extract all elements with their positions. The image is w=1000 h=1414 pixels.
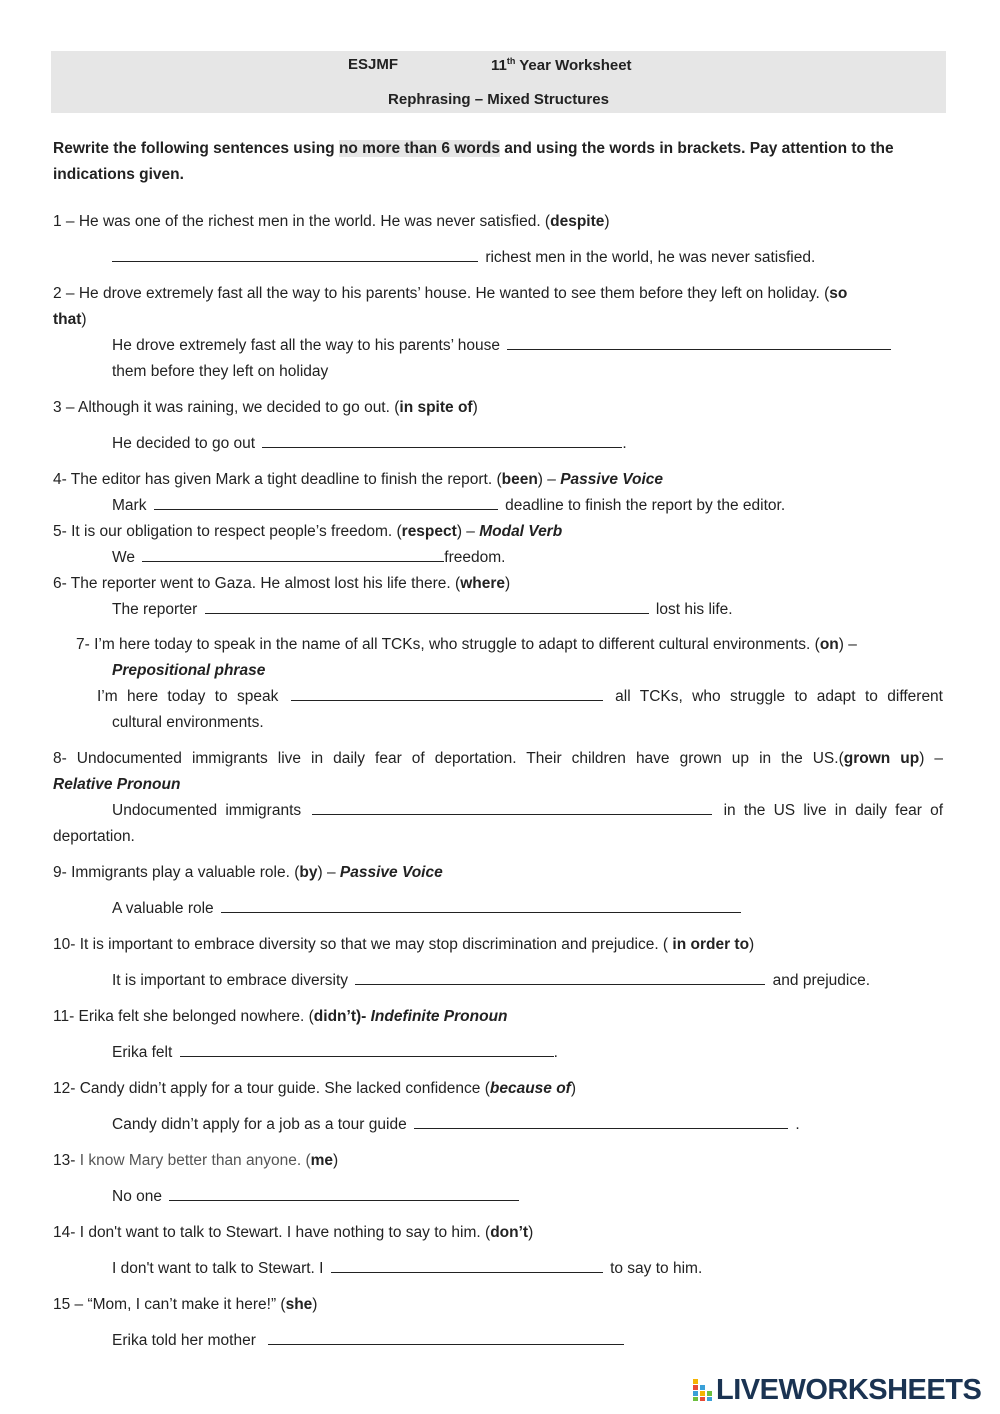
- question-7-prompt: 7- I’m here today to speak in the name of all TCKs, who struggle to adapt to different cultural environments. (on) –: [76, 636, 857, 653]
- instructions: Rewrite the following sentences using no more than 6 words and using the words in brackets. Pay attention to the indications given.: [53, 140, 894, 183]
- answer-blank-1[interactable]: [112, 245, 478, 262]
- answer-blank-8[interactable]: [312, 798, 712, 815]
- worksheet-year-title: 11th Year Worksheet: [491, 56, 632, 74]
- question-3-prompt: 3 – Although it was raining, we decided to go out. (in spite of): [53, 399, 478, 416]
- question-15-prompt: 15 – “Mom, I can’t make it here!” (she): [53, 1296, 318, 1313]
- question-8-answer-cont: deportation.: [53, 828, 135, 845]
- question-7-answer-line: I’m here today to speak all TCKs, who struggle to adapt to different: [97, 684, 943, 710]
- answer-blank-10[interactable]: [355, 968, 765, 985]
- question-13-answer-line: No one: [112, 1184, 522, 1210]
- question-7-note: Prepositional phrase: [112, 662, 266, 679]
- question-4-prompt: 4- The editor has given Mark a tight deadline to finish the report. (been) – Passive Voice: [53, 471, 664, 488]
- question-8-note: Relative Pronoun: [53, 776, 181, 793]
- question-13-prompt: 13- I know Mary better than anyone. (me): [53, 1152, 339, 1169]
- question-8-prompt: 8- Undocumented immigrants live in daily fear of deportation. Their children have grown up in the US.(grown up) –: [53, 750, 943, 767]
- question-10-prompt: 10- It is important to embrace diversity so that we may stop discrimination and prejudice. ( in order to): [53, 936, 755, 953]
- question-3-answer-line: He decided to go out .: [112, 431, 627, 457]
- question-2-answer-line: He drove extremely fast all the way to his parents’ house: [112, 333, 894, 359]
- question-12-answer-line: Candy didn’t apply for a job as a tour guide .: [112, 1112, 800, 1138]
- answer-blank-4[interactable]: [154, 493, 498, 510]
- question-14-answer-line: I don't want to talk to Stewart. I to say to him.: [112, 1256, 702, 1282]
- question-9-prompt: 9- Immigrants play a valuable role. (by) – Passive Voice: [53, 864, 443, 881]
- answer-blank-7[interactable]: [291, 684, 603, 701]
- question-6-answer-line: The reporter lost his life.: [112, 597, 733, 623]
- question-2-answer-cont: them before they left on holiday: [112, 363, 329, 380]
- question-7-answer-cont: cultural environments.: [112, 714, 264, 731]
- worksheet-header: [51, 51, 946, 113]
- answer-blank-5[interactable]: [142, 545, 444, 562]
- liveworksheets-brand[interactable]: [692, 1374, 992, 1406]
- question-1-prompt: 1 – He was one of the richest men in the world. He was never satisfied. (despite): [53, 213, 610, 230]
- answer-blank-13[interactable]: [169, 1184, 519, 1201]
- question-5-answer-line: We freedom.: [112, 545, 505, 571]
- liveworksheets-logo-icon: [692, 1378, 714, 1402]
- question-2-prompt-cont: that): [53, 311, 87, 328]
- question-6-prompt: 6- The reporter went to Gaza. He almost lost his life there. (where): [53, 575, 511, 592]
- question-10-answer-line: It is important to embrace diversity and prejudice.: [112, 968, 870, 994]
- question-9-answer-line: A valuable role: [112, 896, 744, 922]
- question-11-prompt: 11- Erika felt she belonged nowhere. (didn’t)- Indefinite Pronoun: [53, 1008, 508, 1025]
- answer-blank-15[interactable]: [268, 1328, 624, 1345]
- answer-blank-14[interactable]: [331, 1256, 603, 1273]
- question-12-prompt: 12- Candy didn’t apply for a tour guide. She lacked confidence (because of): [53, 1080, 577, 1097]
- question-2-prompt: 2 – He drove extremely fast all the way to his parents’ house. He wanted to see them before they left on holiday. (so: [53, 285, 848, 302]
- word-limit-highlight: no more than 6 words: [338, 140, 500, 157]
- question-11-answer-line: Erika felt .: [112, 1040, 558, 1066]
- answer-blank-2[interactable]: [507, 333, 891, 350]
- answer-blank-3[interactable]: [262, 431, 622, 448]
- question-4-answer-line: Mark deadline to finish the report by the editor.: [112, 493, 785, 519]
- question-14-prompt: 14- I don't want to talk to Stewart. I have nothing to say to him. (don’t): [53, 1224, 534, 1241]
- answer-blank-11[interactable]: [180, 1040, 554, 1057]
- brand-text: LIVEWORKSHEETS: [716, 1374, 982, 1406]
- question-8-answer-line: Undocumented immigrants in the US live in daily fear of: [112, 798, 943, 824]
- worksheet-subtitle: Rephrasing – Mixed Structures: [388, 91, 609, 108]
- answer-blank-6[interactable]: [205, 597, 649, 614]
- school-name: ESJMF: [348, 56, 399, 73]
- answer-blank-9[interactable]: [221, 896, 741, 913]
- question-5-prompt: 5- It is our obligation to respect people’s freedom. (respect) – Modal Verb: [53, 523, 563, 540]
- question-15-answer-line: Erika told her mother: [112, 1328, 627, 1354]
- answer-blank-12[interactable]: [414, 1112, 788, 1129]
- question-1-answer-line: richest men in the world, he was never satisfied.: [112, 245, 815, 271]
